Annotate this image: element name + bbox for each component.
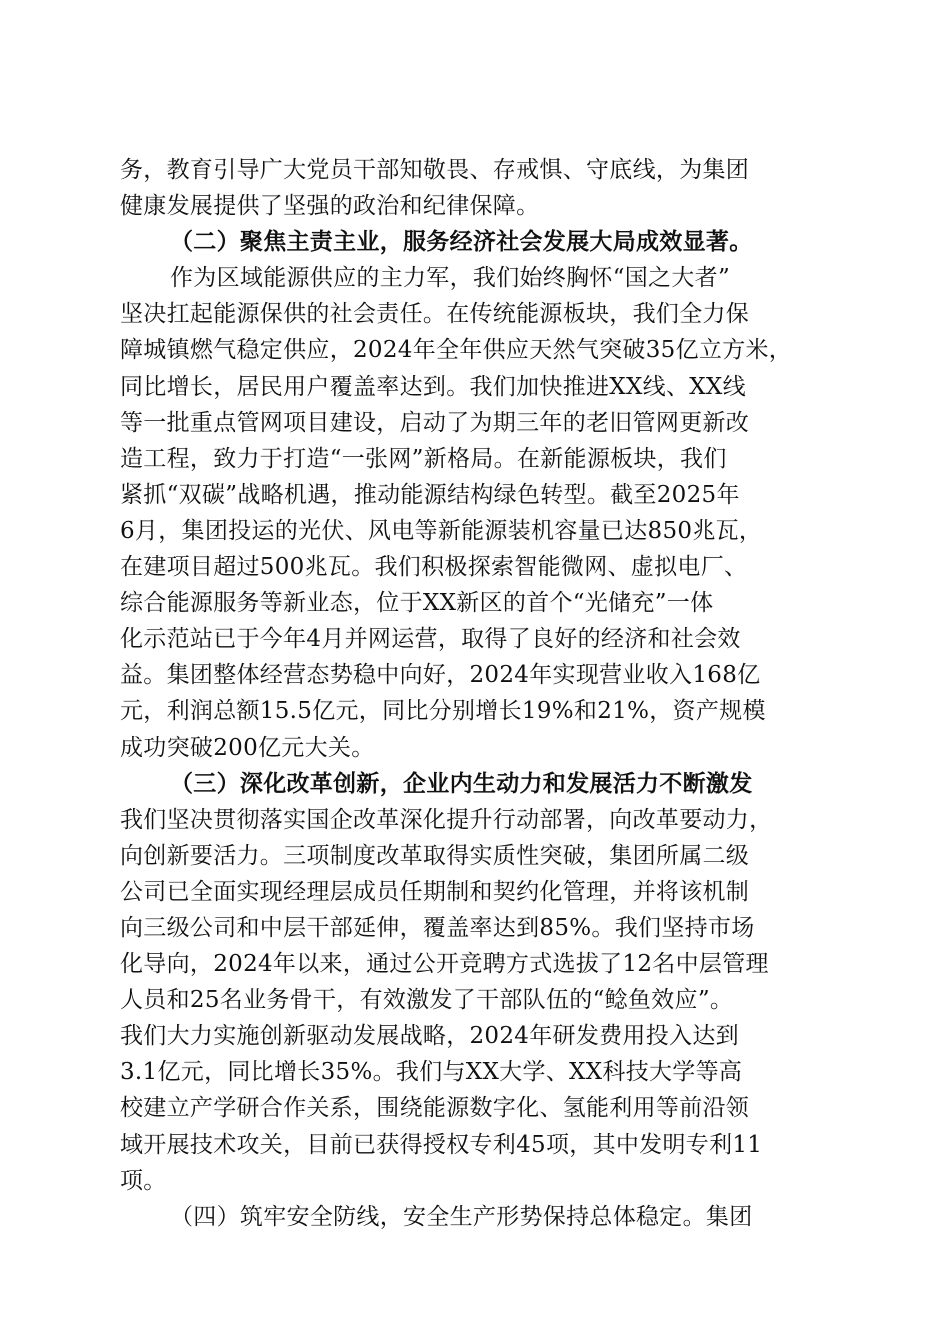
section-heading: （二）聚焦主责主业，服务经济社会发展大局成效显著。 <box>170 228 753 256</box>
document-page <box>120 152 832 1235</box>
text-line: 公司已全面实现经理层成员任期制和契约化管理，并将该机制 <box>120 878 750 905</box>
text-line: 我们坚决贯彻落实国企改革深化提升行动部署，向改革要动力， <box>120 806 773 833</box>
text-line: 3.1亿元，同比增长35%。我们与XX大学、XX科技大学等高 <box>120 1059 743 1086</box>
text-line: 健康发展提供了坚强的政治和纪律保障。 <box>120 193 540 220</box>
text-line: 化导向，2024年以来，通过公开竞聘方式选拔了12名中层管理 <box>120 951 769 978</box>
text-line: 同比增长，居民用户覆盖率达到。我们加快推进XX线、XX线 <box>120 373 746 400</box>
text-line: 元，利润总额15.5亿元，同比分别增长19%和21%，资产规模 <box>120 698 766 725</box>
text-line: 向创新要活力。三项制度改革取得实质性突破，集团所属二级 <box>120 842 750 869</box>
section-heading: （三）深化改革创新，企业内生动力和发展活力不断激发 <box>170 769 753 797</box>
text-line: 化示范站已于今年4月并网运营，取得了良好的经济和社会效 <box>120 626 741 653</box>
text-line: 向三级公司和中层干部延伸，覆盖率达到85%。我们坚持市场 <box>120 914 755 941</box>
text-line: 我们大力实施创新驱动发展战略，2024年研发费用投入达到 <box>120 1023 739 1050</box>
text-line: 项。 <box>120 1167 167 1194</box>
text-line: 成功突破200亿元大关。 <box>120 734 375 761</box>
text-line: 益。集团整体经营态势稳中向好，2024年实现营业收入168亿 <box>120 662 761 689</box>
text-line: 坚决扛起能源保供的社会责任。在传统能源板块，我们全力保 <box>120 301 750 328</box>
text-line: 紧抓“双碳”战略机遇，推动能源结构绿色转型。截至2025年 <box>120 481 740 508</box>
text-line: 人员和25名业务骨干，有效激发了干部队伍的“鲶鱼效应”。 <box>120 987 734 1014</box>
text-line: 造工程，致力于打造“一张网”新格局。在新能源板块，我们 <box>120 445 727 472</box>
text-line: 综合能源服务等新业态，位于XX新区的首个“光储充”一体 <box>120 590 714 617</box>
text-line: 校建立产学研合作关系，围绕能源数字化、氢能利用等前沿领 <box>120 1095 750 1122</box>
text-line: 作为区域能源供应的主力军，我们始终胸怀“国之大者” <box>170 265 731 292</box>
text-line: 务，教育引导广大党员干部知敬畏、存戒惧、守底线，为集团 <box>120 157 750 183</box>
text-line: 等一批重点管网项目建设，启动了为期三年的老旧管网更新改 <box>120 409 750 436</box>
text-line: 障城镇燃气稳定供应，2024年全年供应天然气突破35亿立方米， <box>120 337 793 364</box>
text-line: 域开展技术攻关，目前已获得授权专利45项，其中发明专利11 <box>120 1131 763 1158</box>
text-line: 6月，集团投运的光伏、风电等新能源装机容量已达850兆瓦， <box>120 517 763 544</box>
section-heading: （四）筑牢安全防线，安全生产形势保持总体稳定。集团 <box>170 1203 753 1230</box>
text-line: 在建项目超过500兆瓦。我们积极探索智能微网、虚拟电厂、 <box>120 554 748 581</box>
